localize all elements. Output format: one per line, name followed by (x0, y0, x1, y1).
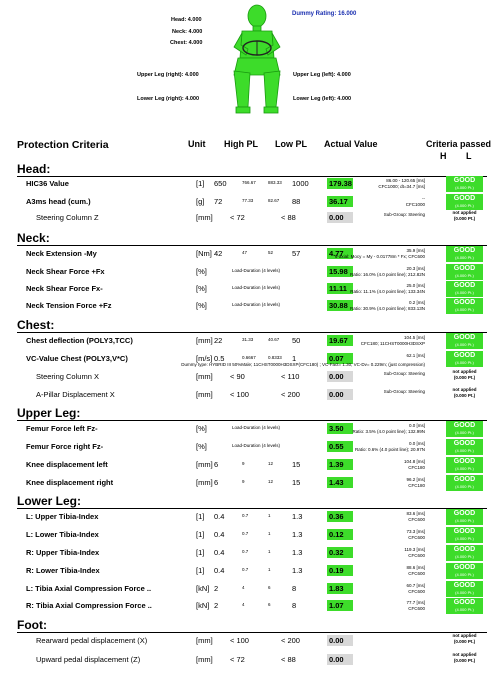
criterion-name: L: Upper Tibia-Index (26, 512, 99, 521)
criterion-unit: [mm] (196, 655, 213, 664)
criterion-unit: [%] (196, 424, 207, 433)
criterion-name: Knee displacement right (26, 478, 114, 487)
section-neck: Neck: (17, 231, 50, 245)
actual-value: 30.88 (327, 300, 353, 311)
badge-label: GOOD (453, 299, 476, 306)
actual-value: 3.50 (327, 423, 353, 434)
value-detail: CFC600 (408, 517, 425, 522)
high-pl-value: 650 (214, 179, 227, 188)
badge-points: (4.000 Pt.) (455, 342, 474, 347)
value-detail: CFC1000; dt=34.7 [ms] (378, 184, 425, 189)
intermediate-limit: 0.7 (242, 513, 249, 518)
criterion-name: Neck Shear Force Fx- (26, 284, 103, 293)
criterion-name: Knee displacement left (26, 460, 108, 469)
good-badge (446, 545, 483, 561)
criterion-unit: [1] (196, 548, 205, 557)
value-detail: CFC600 (408, 606, 425, 611)
low-pl-value: < 88 (281, 655, 296, 664)
low-pl-value: 1.3 (292, 548, 303, 557)
actual-value: 0.00 (327, 654, 353, 665)
low-pl-value: < 200 (281, 390, 300, 399)
actual-value: 0.12 (327, 529, 353, 540)
badge-label: not applied (452, 387, 477, 392)
section-upper-leg: Upper Leg: (17, 406, 81, 420)
actual-value: 0.32 (327, 547, 353, 558)
dummy-upper-leg-left-label: Upper Leg (left): 4.000 (293, 72, 351, 78)
badge-points: (4.000 Pt.) (455, 466, 474, 471)
criterion-unit: [kN] (196, 601, 210, 610)
intermediate-limit: 31.33 (242, 337, 254, 342)
col-l: L (466, 151, 472, 161)
badge-label: GOOD (453, 440, 476, 447)
badge-points: (4.000 Pt.) (455, 290, 474, 295)
criterion-unit: [mm] (196, 372, 213, 381)
good-badge (446, 194, 483, 210)
good-badge (446, 176, 483, 192)
good-badge (446, 509, 483, 525)
criterion-name: Steering Column Z (36, 213, 99, 222)
high-pl-value: 22 (214, 336, 223, 345)
badge-points: (4.000 Pt.) (455, 607, 474, 612)
section-head: Head: (17, 162, 51, 176)
intermediate-limit: 9 (242, 479, 245, 484)
value-note: 35.9 [ms] (406, 248, 425, 253)
high-pl-value: 2 (214, 601, 219, 610)
criterion-unit: [%] (196, 284, 207, 293)
high-pl-value: 2 (214, 584, 219, 593)
actual-value: 0.00 (327, 635, 353, 646)
value-note: 73.3 [ms] (406, 529, 425, 534)
intermediate-limit: 4 (242, 602, 245, 607)
intermediate-limit: 883.33 (268, 180, 282, 185)
high-pl-value: 42 (214, 249, 223, 258)
badge-label: not applied (452, 633, 477, 638)
intermediate-limit: 1 (268, 531, 271, 536)
intermediate-limit: 1 (268, 513, 271, 518)
good-badge (446, 475, 483, 491)
criterion-unit: [1] (196, 566, 205, 575)
criterion-name: L: Lower Tibia-Index (26, 530, 99, 539)
value-note: 96.2 [ms] (406, 477, 425, 482)
low-pl-value: 1000 (292, 179, 309, 188)
dummy-head-label: Head: 4.000 (171, 17, 202, 23)
value-detail: CFC1000 (405, 202, 425, 207)
low-pl-value: < 200 (281, 636, 300, 645)
intermediate-limit: 766.67 (242, 180, 256, 185)
good-badge (446, 246, 483, 262)
high-pl-value: < 72 (230, 213, 245, 222)
criterion-unit: [Nm] (196, 249, 212, 258)
criterion-name: VC-Value Chest (POLY3,V*C) (26, 354, 128, 363)
low-pl-value: < 110 (281, 372, 300, 381)
value-detail: CFC180 (408, 465, 425, 470)
intermediate-limit: 12 (268, 479, 274, 484)
badge-points: (4.000 Pt.) (455, 307, 474, 312)
value-detail: Ratio: 16.0% (4.0 point line); 212.82N (349, 272, 425, 277)
value-note: 104.5 [ms] (403, 335, 425, 340)
value-detail: CFC180 (408, 483, 425, 488)
badge-points: (0.000 Pt.) (453, 639, 476, 644)
value-detail: CFC600 (408, 571, 425, 576)
value-detail: CFC600 (408, 535, 425, 540)
actual-value: 0.00 (327, 371, 353, 382)
badge-points: (4.000 Pt.) (455, 448, 474, 453)
criterion-name: Femur Force left Fz- (26, 424, 98, 433)
value-detail: CFC180; 11CHST0000H3DSXP (360, 341, 425, 346)
good-badge (446, 351, 483, 367)
actual-value: 0.36 (327, 511, 353, 522)
badge-points: (4.000 Pt.) (455, 255, 474, 260)
actual-value: 0.07 (327, 353, 353, 364)
criterion-name: Neck Shear Force +Fx (26, 267, 105, 276)
value-detail: Ratio: 11.1% (4.0 point line); 133.34N (350, 289, 425, 294)
high-pl-value: 6 (214, 478, 219, 487)
not-applied-badge (446, 652, 483, 664)
section-chest: Chest: (17, 318, 55, 332)
high-pl-value: 0.4 (214, 530, 225, 539)
badge-points: (4.000 Pt.) (455, 484, 474, 489)
section-rule (17, 176, 487, 177)
badge-points: (4.000 Pt.) (455, 203, 474, 208)
load-duration-label: Load-Duration (4 levels) (232, 302, 281, 307)
low-pl-value: 15 (292, 460, 301, 469)
criterion-unit: [mm] (196, 636, 213, 645)
intermediate-limit: 6 (268, 585, 271, 590)
badge-points: (4.000 Pt.) (455, 518, 474, 523)
actual-value: 0.19 (327, 565, 353, 576)
not-applied-badge (446, 387, 483, 399)
badge-points: (4.000 Pt.) (455, 430, 474, 435)
load-duration-label: Load-Duration (4 levels) (232, 425, 281, 430)
section-rule (17, 508, 487, 509)
criterion-unit: [m/s] (196, 354, 213, 363)
good-badge (446, 333, 483, 349)
low-pl-value: 1.3 (292, 512, 303, 521)
dummy-figure (224, 3, 290, 118)
criterion-name: R: Lower Tibia-Index (26, 566, 100, 575)
criterion-name: A-Pillar Displacement X (36, 390, 115, 399)
col-unit: Unit (188, 139, 206, 149)
intermediate-limit: 0.7 (242, 567, 249, 572)
value-note: 0.2 [ms] (408, 300, 425, 305)
good-badge (446, 298, 483, 314)
badge-points: (4.000 Pt.) (455, 554, 474, 559)
good-badge (446, 439, 483, 455)
col-criteria-passed: Criteria passed (426, 139, 492, 149)
criterion-unit: [1] (196, 179, 205, 188)
intermediate-limit: 0.6667 (242, 355, 256, 360)
good-badge (446, 457, 483, 473)
low-pl-value: 1 (292, 354, 297, 363)
badge-label: GOOD (453, 422, 476, 429)
value-note: 88.6 [ms] (406, 565, 425, 570)
low-pl-value: < 88 (281, 213, 296, 222)
badge-label: GOOD (453, 458, 476, 465)
good-badge (446, 563, 483, 579)
high-pl-value: 6 (214, 460, 219, 469)
criterion-unit: [g] (196, 197, 205, 206)
section-lower-leg: Lower Leg: (17, 494, 82, 508)
actual-value: 19.67 (327, 335, 353, 346)
criterion-name: Upward pedal displacement (Z) (36, 655, 141, 664)
high-pl-value: < 100 (230, 636, 249, 645)
badge-points: (0.000 Pt.) (453, 393, 476, 398)
value-detail: Ratio: 30.9% (4.0 point line); 833.13N (349, 306, 425, 311)
actual-value: 1.39 (327, 459, 353, 470)
badge-label: GOOD (453, 546, 476, 553)
dummy-lower-leg-left-label: Lower Leg (left): 4.000 (293, 96, 352, 102)
actual-value: 0.00 (327, 212, 353, 223)
dummy-lower-leg-right-label: Lower Leg (right): 4.000 (137, 96, 200, 102)
value-detail: Ratio: 0.6% (4.0 point line); 20.97N (354, 447, 425, 452)
criterion-name: Chest deflection (POLY3,TCC) (26, 336, 133, 345)
good-badge (446, 281, 483, 297)
badge-label: not applied (452, 210, 477, 215)
badge-label: GOOD (453, 195, 476, 202)
badge-label: GOOD (453, 334, 476, 341)
good-badge (446, 581, 483, 597)
value-note: -- (422, 196, 425, 201)
criterion-name: Neck Tension Force +Fz (26, 301, 112, 310)
value-note: 77.7 [ms] (406, 600, 425, 605)
intermediate-limit: 9 (242, 461, 245, 466)
intermediate-limit: 1 (268, 549, 271, 554)
intermediate-limit: 0.8333 (268, 355, 282, 360)
criterion-name: R: Upper Tibia-Index (26, 548, 100, 557)
value-note: 0.0 [ms] (408, 423, 425, 428)
value-note: 60.7 [ms] (406, 583, 425, 588)
value-note: 0.0 [ms] (408, 441, 425, 446)
value-note: 25.0 [ms] (406, 283, 425, 288)
badge-label: GOOD (453, 510, 476, 517)
badge-label: not applied (452, 652, 477, 657)
low-pl-value: 88 (292, 197, 301, 206)
low-pl-value: 8 (292, 584, 297, 593)
criterion-unit: [mm] (196, 336, 213, 345)
criterion-unit: [%] (196, 267, 207, 276)
criterion-name: L: Tibia Axial Compression Force .. (26, 584, 152, 593)
criterion-name: R: Tibia Axial Compression Force .. (26, 601, 152, 610)
col-actual: Actual Value (324, 139, 378, 149)
good-badge (446, 527, 483, 543)
value-detail: 6-axial: Mocy = My - 0.01778m * Fx; CFC600 (334, 254, 425, 259)
value-note: 104.8 [ms] (403, 459, 425, 464)
intermediate-limit: 52 (268, 250, 274, 255)
dummy-upper-leg-right-label: Upper Leg (right): 4.000 (137, 72, 199, 78)
high-pl-value: < 72 (230, 655, 245, 664)
intermediate-limit: 77.33 (242, 198, 254, 203)
load-duration-label: Load-Duration (4 levels) (232, 268, 281, 273)
intermediate-limit: 12 (268, 461, 274, 466)
low-pl-value: 50 (292, 336, 301, 345)
high-pl-value: 0.4 (214, 512, 225, 521)
high-pl-value: < 90 (230, 372, 245, 381)
high-pl-value: < 100 (230, 390, 249, 399)
low-pl-value: 57 (292, 249, 301, 258)
intermediate-limit: 0.7 (242, 531, 249, 536)
badge-label: GOOD (453, 582, 476, 589)
badge-label: GOOD (453, 352, 476, 359)
section-rule (17, 632, 487, 633)
badge-points: (4.000 Pt.) (455, 273, 474, 278)
intermediate-limit: 1 (268, 567, 271, 572)
badge-label: GOOD (453, 476, 476, 483)
low-pl-value: 1.3 (292, 566, 303, 575)
criterion-unit: [1] (196, 530, 205, 539)
not-applied-badge (446, 210, 483, 222)
badge-points: (0.000 Pt.) (453, 375, 476, 380)
high-pl-value: 0.4 (214, 548, 225, 557)
criterion-name: Femur Force right Fz- (26, 442, 104, 451)
criterion-name: A3ms head (cum.) (26, 197, 91, 206)
actual-value: 11.11 (327, 283, 353, 294)
actual-value: 36.17 (327, 196, 353, 207)
col-h: H (440, 151, 447, 161)
good-badge (446, 264, 483, 280)
badge-label: GOOD (453, 528, 476, 535)
good-badge (446, 421, 483, 437)
high-pl-value: 72 (214, 197, 223, 206)
badge-points: (4.000 Pt.) (455, 360, 474, 365)
value-detail: CFC600 (408, 553, 425, 558)
load-duration-label: Load-Duration (4 levels) (232, 285, 281, 290)
actual-value: 1.43 (327, 477, 353, 488)
intermediate-limit: 6 (268, 602, 271, 607)
intermediate-limit: 4 (242, 585, 245, 590)
high-pl-value: 0.5 (214, 354, 225, 363)
section-rule (17, 420, 487, 421)
value-note: Sub-Group: Steering (383, 389, 425, 394)
badge-label: not applied (452, 369, 477, 374)
value-note: Sub-Group: Steering (383, 371, 425, 376)
badge-label: GOOD (453, 282, 476, 289)
actual-value: 15.98 (327, 266, 353, 277)
actual-value: 0.55 (327, 441, 353, 452)
section-rule (17, 245, 487, 246)
badge-label: GOOD (453, 177, 476, 184)
actual-value: 179.38 (329, 179, 352, 188)
section-rule (17, 332, 487, 333)
load-duration-label: Load-Duration (4 levels) (232, 443, 281, 448)
actual-value: 1.07 (327, 600, 353, 611)
intermediate-limit: 47 (242, 250, 248, 255)
intermediate-limit: 40.67 (268, 337, 280, 342)
actual-value: 4.77 (327, 248, 353, 259)
low-pl-value: 1.3 (292, 530, 303, 539)
badge-label: GOOD (453, 247, 476, 254)
not-applied-badge (446, 633, 483, 645)
value-note: 83.6 [ms] (406, 511, 425, 516)
actual-value: 1.83 (327, 583, 353, 594)
col-high-pl: High PL (224, 139, 258, 149)
badge-label: GOOD (453, 265, 476, 272)
value-detail: Ratio: 3.5% (4.0 point line); 132.99N (352, 429, 425, 434)
page-title: Protection Criteria (17, 139, 109, 151)
value-note: 20.3 [ms] (406, 266, 425, 271)
badge-label: GOOD (453, 599, 476, 606)
criterion-unit: [mm] (196, 460, 213, 469)
value-detail: Dummy type: HYBRID III 50%Male; 11CHST0000H3DSXP(CFC180) ; VC-Fact= 1.30; VC-Dv= 0.229m; (just compression) (181, 362, 425, 367)
high-pl-value: 0.4 (214, 566, 225, 575)
good-badge (446, 598, 483, 614)
low-pl-value: 8 (292, 601, 297, 610)
badge-points: (4.000 Pt.) (455, 185, 474, 190)
value-note: 119.3 [ms] (404, 547, 425, 552)
badge-label: GOOD (453, 564, 476, 571)
intermediate-limit: 82.67 (268, 198, 280, 203)
criterion-name: Neck Extension -My (26, 249, 97, 258)
section-foot: Foot: (17, 618, 47, 632)
value-note: Sub-Group: Steering (383, 212, 425, 217)
criterion-unit: [kN] (196, 584, 210, 593)
criterion-name: Rearward pedal displacement (X) (36, 636, 148, 645)
dummy-neck-label: Neck: 4.000 (172, 29, 203, 35)
criterion-name: Steering Column X (36, 372, 99, 381)
criterion-unit: [mm] (196, 213, 213, 222)
value-note: 86.00 - 120.65 [ms] (386, 178, 425, 183)
badge-points: (4.000 Pt.) (455, 536, 474, 541)
criterion-unit: [mm] (196, 390, 213, 399)
criterion-unit: [%] (196, 301, 207, 310)
not-applied-badge (446, 369, 483, 381)
badge-points: (4.000 Pt.) (455, 572, 474, 577)
intermediate-limit: 0.7 (242, 549, 249, 554)
dummy-rating: Dummy Rating: 16.000 (292, 11, 357, 17)
value-detail: CFC600 (408, 589, 425, 594)
value-note: 62.1 [ms] (406, 353, 425, 358)
criterion-unit: [%] (196, 442, 207, 451)
criterion-name: HIC36 Value (26, 179, 69, 188)
badge-points: (0.000 Pt.) (453, 216, 476, 221)
low-pl-value: 15 (292, 478, 301, 487)
badge-points: (4.000 Pt.) (455, 590, 474, 595)
dummy-chest-label: Chest: 4.000 (170, 40, 203, 46)
criterion-unit: [1] (196, 512, 205, 521)
actual-value: 0.00 (327, 389, 353, 400)
badge-points: (0.000 Pt.) (453, 658, 476, 663)
col-low-pl: Low PL (275, 139, 307, 149)
criterion-unit: [mm] (196, 478, 213, 487)
